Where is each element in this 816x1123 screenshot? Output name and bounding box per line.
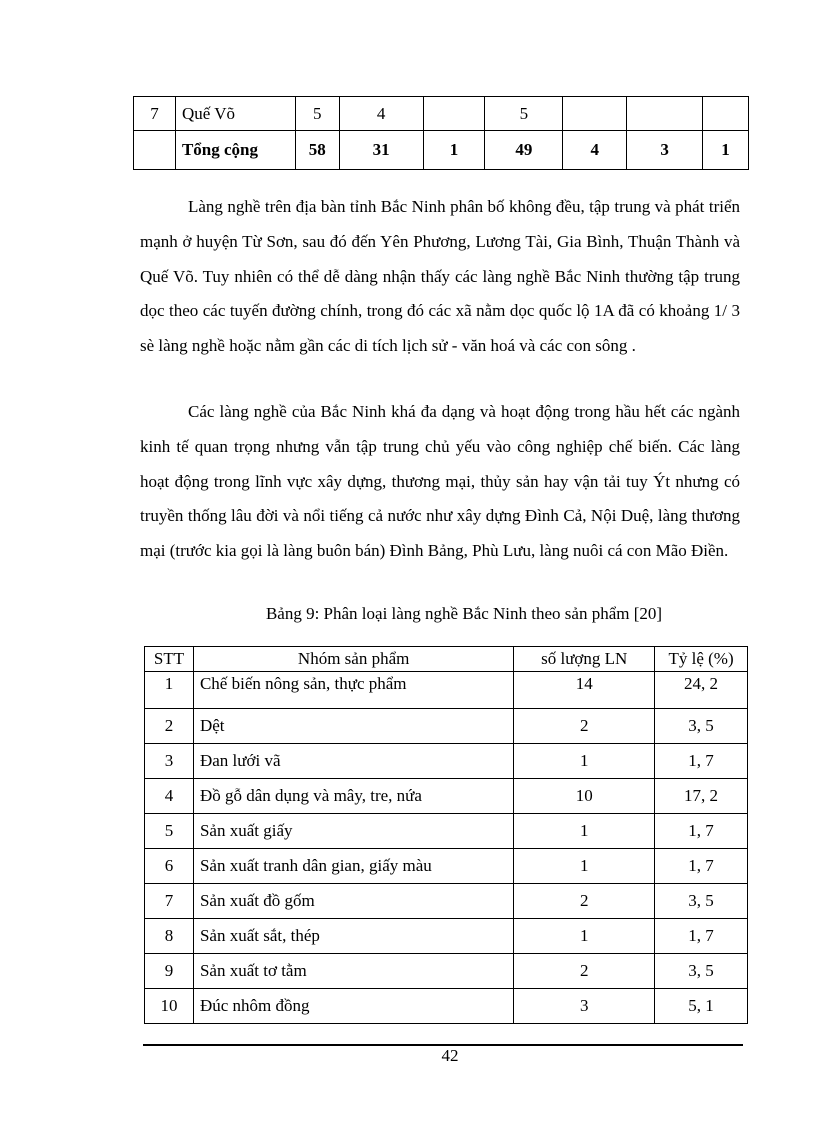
table-row (145, 779, 748, 814)
ratio-cell: 1, 7 (655, 919, 748, 954)
header-ratio: Tỷ lệ (%) (655, 647, 748, 672)
value-cell (563, 97, 627, 131)
table-caption: Bảng 9: Phân loại làng nghề Bắc Ninh theo sản phẩm [20] (265, 604, 663, 623)
product-classification-table (144, 646, 748, 1024)
total-value: 1 (703, 131, 749, 170)
district-cell: Quế Võ (175, 97, 295, 131)
table-row (145, 884, 748, 919)
group-cell: Đúc nhôm đồng (193, 989, 513, 1024)
group-cell: Sản xuất tranh dân gian, giấy màu (193, 849, 513, 884)
stt-cell: 2 (145, 709, 194, 744)
stt-cell: 7 (145, 884, 194, 919)
ratio-cell: 17, 2 (655, 779, 748, 814)
group-cell: Dệt (193, 709, 513, 744)
stt-cell: 8 (145, 919, 194, 954)
ratio-cell: 5, 1 (655, 989, 748, 1024)
total-value: 3 (627, 131, 703, 170)
total-value: 58 (295, 131, 339, 170)
count-cell: 10 (514, 779, 655, 814)
value-cell: 5 (295, 97, 339, 131)
paragraph-diversity (140, 395, 740, 569)
value-cell: 4 (339, 97, 423, 131)
page-number: 42 (441, 1046, 459, 1065)
count-cell: 1 (514, 744, 655, 779)
total-value: 4 (563, 131, 627, 170)
count-cell: 14 (514, 672, 655, 709)
group-cell: Sản xuất sắt, thép (193, 919, 513, 954)
group-cell: Đồ gỗ dân dụng và mây, tre, nứa (193, 779, 513, 814)
header-count: số lượng LN (514, 647, 655, 672)
table-row (134, 97, 749, 131)
ratio-cell: 1, 7 (655, 814, 748, 849)
ratio-cell: 24, 2 (655, 672, 748, 709)
stt-cell: 10 (145, 989, 194, 1024)
paragraph-distribution (140, 190, 740, 364)
group-cell: Chế biến nông sản, thực phẩm (193, 672, 513, 709)
count-cell: 2 (514, 884, 655, 919)
count-cell: 2 (514, 709, 655, 744)
table-header-row (145, 647, 748, 672)
paragraph-text: Các làng nghề của Bắc Ninh khá đa dạng và hoạt động trong hầu hết các ngành kinh tế quan trọng nhưng vẫn tập trung chủ yếu vào công nghiệp chế biến. Các làng hoạt động trong lĩnh vực xây dựng, thương mại, thủy sản hay vận tải tuy Ýt nhưng có truyền thống lâu đời và nổi tiếng cả nước như xây dựng Đình Cả, Nội Duệ, làng thương mại (trước kia gọi là làng buôn bán) Đình Bảng, Phù Lưu, làng nuôi cá con Mão Điền. (140, 402, 740, 561)
count-cell: 1 (514, 919, 655, 954)
group-cell: Đan lưới vã (193, 744, 513, 779)
group-cell: Sản xuất giấy (193, 814, 513, 849)
district-summary-table (133, 96, 749, 170)
total-value: 49 (485, 131, 563, 170)
value-cell (703, 97, 749, 131)
stt-cell: 7 (134, 97, 176, 131)
table-row (145, 849, 748, 884)
ratio-cell: 1, 7 (655, 849, 748, 884)
ratio-cell: 3, 5 (655, 954, 748, 989)
ratio-cell: 3, 5 (655, 884, 748, 919)
total-row (134, 131, 749, 170)
ratio-cell: 1, 7 (655, 744, 748, 779)
total-label: Tổng cộng (175, 131, 295, 170)
count-cell: 1 (514, 814, 655, 849)
table-row (145, 709, 748, 744)
empty-cell (134, 131, 176, 170)
header-stt: STT (145, 647, 194, 672)
total-value: 31 (339, 131, 423, 170)
stt-cell: 6 (145, 849, 194, 884)
table-row (145, 744, 748, 779)
value-cell (423, 97, 485, 131)
header-group: Nhóm sản phẩm (193, 647, 513, 672)
table-row (145, 814, 748, 849)
group-cell: Sản xuất đồ gốm (193, 884, 513, 919)
total-value: 1 (423, 131, 485, 170)
table-row (145, 954, 748, 989)
stt-cell: 9 (145, 954, 194, 989)
paragraph-text: Làng nghề trên địa bàn tỉnh Bắc Ninh phân bố không đều, tập trung và phát triển mạnh ở huyện Từ Sơn, sau đó đến Yên Phương, Lương Tài, Gia Bình, Thuận Thành và Quế Võ. Tuy nhiên có thể dễ dàng nhận thấy các làng nghề Bắc Ninh thường tập trung dọc theo các tuyến đường chính, trong đó các xã nằm dọc quốc lộ 1A đã có khoảng 1/ 3 sè làng nghề hoặc nằm gần các di tích lịch sử - văn hoá và các con sông . (140, 197, 740, 356)
ratio-cell: 3, 5 (655, 709, 748, 744)
count-cell: 3 (514, 989, 655, 1024)
count-cell: 2 (514, 954, 655, 989)
table-row (145, 989, 748, 1024)
value-cell: 5 (485, 97, 563, 131)
count-cell: 1 (514, 849, 655, 884)
stt-cell: 4 (145, 779, 194, 814)
table-row (145, 672, 748, 709)
stt-cell: 5 (145, 814, 194, 849)
stt-cell: 3 (145, 744, 194, 779)
stt-cell: 1 (145, 672, 194, 709)
group-cell: Sản xuất tơ tằm (193, 954, 513, 989)
table-row (145, 919, 748, 954)
value-cell (627, 97, 703, 131)
